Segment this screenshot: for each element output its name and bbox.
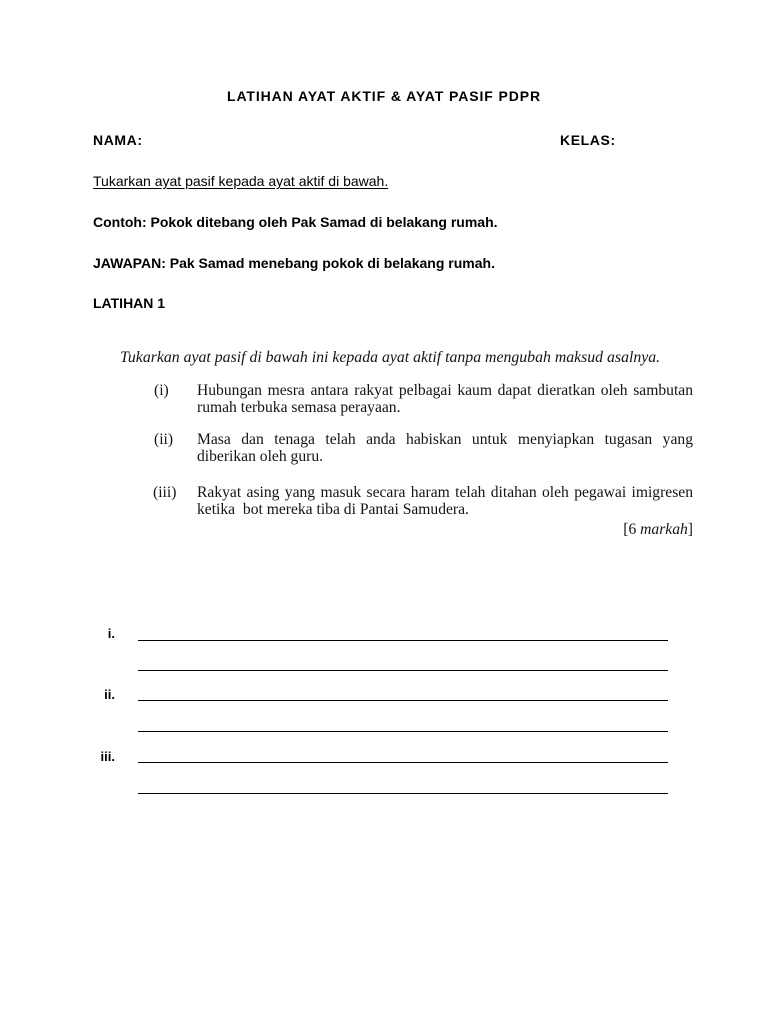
- marks-allocation: [623, 521, 693, 538]
- item-line: Hubungan mesra antara rakyat pelbagai kaum dapat dieratkan oleh sambutan: [197, 382, 693, 399]
- answer-line: [138, 670, 668, 671]
- item-line: Rakyat asing yang masuk secara haram telah ditahan oleh pegawai imigresen: [197, 484, 693, 501]
- name-label: NAMA:: [93, 132, 143, 148]
- instruction-text: Tukarkan ayat pasif kepada ayat aktif di bawah.: [93, 173, 389, 189]
- item-line: ketika bot mereka tiba di Pantai Samudera.: [197, 501, 469, 518]
- class-label: KELAS:: [560, 132, 616, 148]
- worksheet-title: LATIHAN AYAT AKTIF & AYAT PASIF PDPR: [227, 88, 541, 104]
- answer-line: [138, 793, 668, 794]
- question-instruction: Tukarkan ayat pasif di bawah ini kepada ayat aktif tanpa mengubah maksud asalnya.: [120, 349, 661, 366]
- item-line: rumah terbuka semasa perayaan.: [197, 399, 401, 416]
- answer-label: iii.: [100, 749, 115, 764]
- marks-prefix: [6: [623, 521, 641, 538]
- item-numeral: (iii): [153, 484, 177, 501]
- example-answer: JAWAPAN: Pak Samad menebang pokok di belakang rumah.: [93, 255, 495, 271]
- marks-suffix: ]: [687, 521, 693, 538]
- marks-unit: markah: [640, 521, 688, 538]
- item-numeral: (ii): [154, 431, 174, 448]
- item-line: Masa dan tenaga telah anda habiskan untuk menyiapkan tugasan yang: [197, 431, 693, 448]
- answer-line: [138, 640, 668, 641]
- answer-line: [138, 700, 668, 701]
- answer-label: ii.: [104, 687, 115, 702]
- item-numeral: (i): [154, 382, 169, 399]
- example-sentence: Contoh: Pokok ditebang oleh Pak Samad di belakang rumah.: [93, 214, 498, 230]
- answer-label: i.: [107, 626, 115, 641]
- answer-line: [138, 762, 668, 763]
- exercise-heading: LATIHAN 1: [93, 295, 166, 311]
- item-line: diberikan oleh guru.: [197, 448, 324, 465]
- answer-line: [138, 731, 668, 732]
